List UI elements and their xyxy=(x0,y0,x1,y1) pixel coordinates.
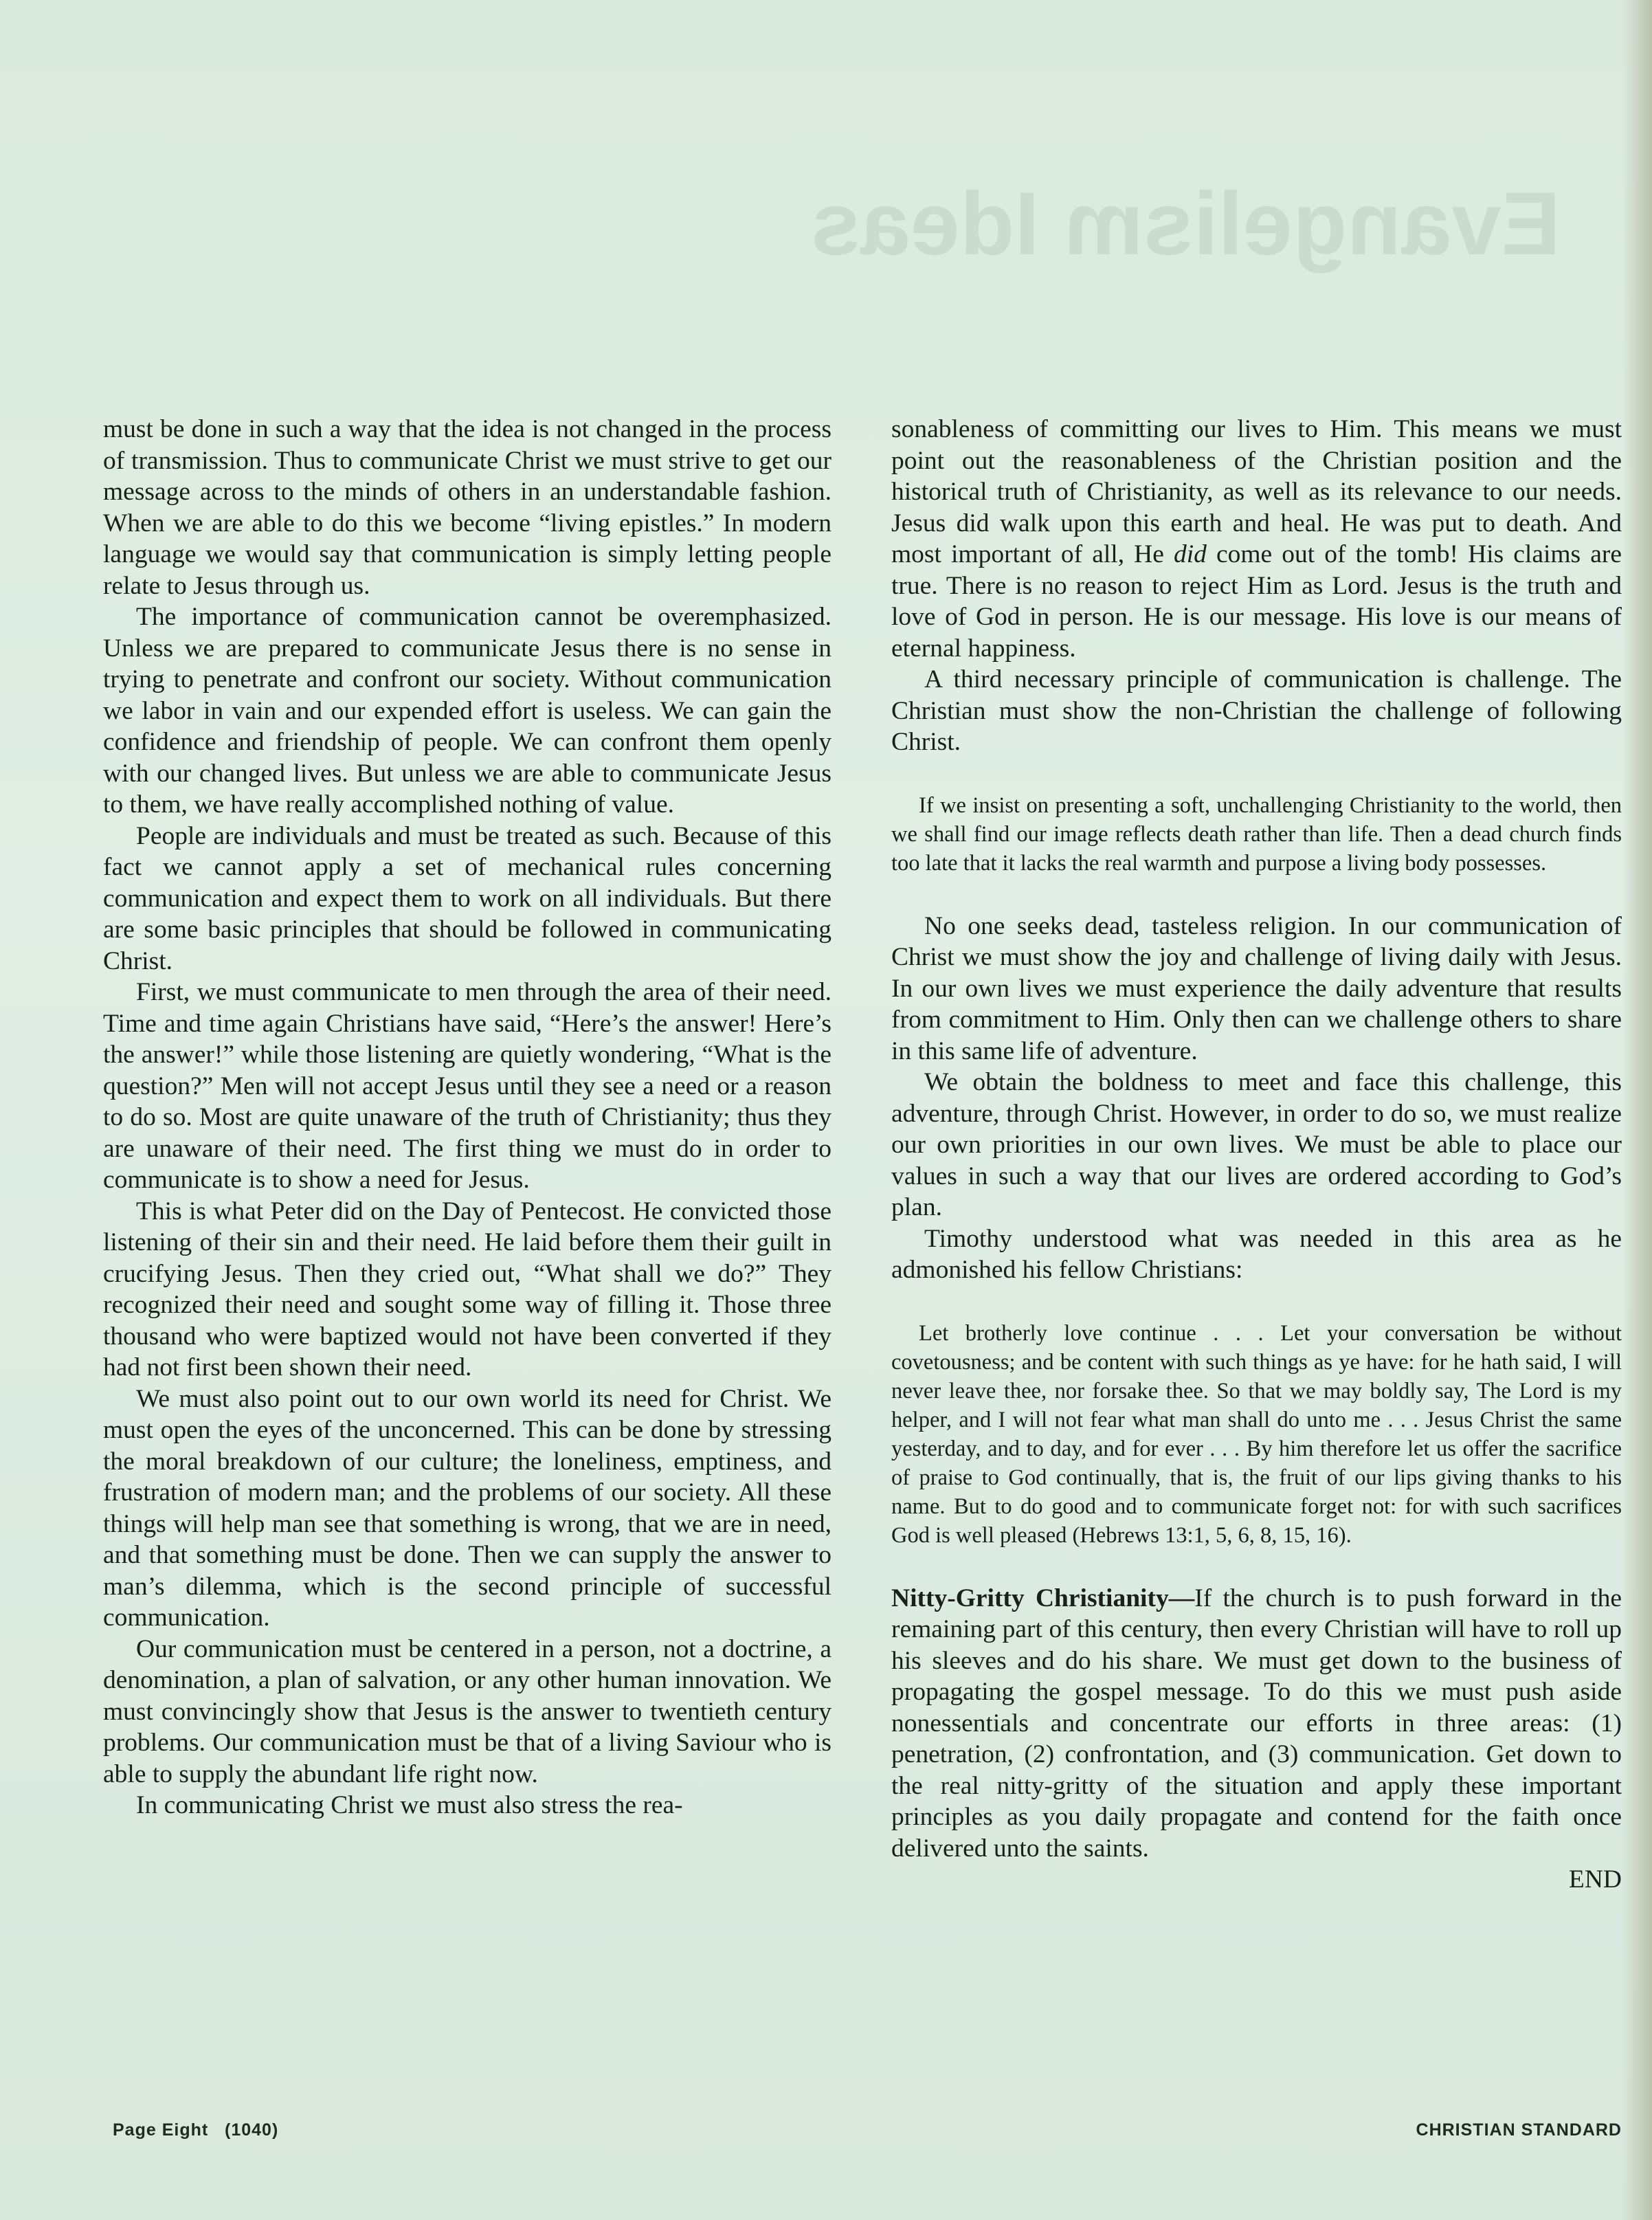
paragraph: Our communication must be centered in a person, not a doctrine, a denomination, a plan of salvation, or any other human innovation. We must convincingly show that Jesus is the answer to twentieth century problems. Our communication must be that of a living Saviour who is able to supply the abundant life right now. xyxy=(103,1634,831,1788)
paragraph: must be done in such a way that the idea is not changed in the process of transmission. Thus to communicate Christ we must strive to get our message across to the minds of others in an understandable fashion. When we are able to do this we become “living epistles.” In modern language we would say that communication is simply letting people relate to Jesus through us. xyxy=(103,415,831,600)
page-number-footer: Page Eight (1040) xyxy=(113,2120,279,2140)
end-mark: END xyxy=(1568,1865,1622,1894)
right-column xyxy=(891,414,1622,1896)
emphasis: did xyxy=(1173,540,1207,568)
left-column xyxy=(103,414,831,1821)
paragraph: In communicating Christ we must also stress the rea- xyxy=(136,1791,683,1819)
block-quote: If we insist on presenting a soft, unchallenging Christianity to the world, then we shall find our image reflects death rather than life. Then a dead church finds too late that it lacks the real warmth and purpose a living body possesses. xyxy=(891,792,1622,876)
paragraph: A third necessary principle of communication is challenge. The Christian must show the non-Christian the challenge of following Christ. xyxy=(891,665,1622,756)
paragraph: sonableness of committing our lives to Him. This means we must point out the reasonableness of the Christian position and the historical truth of Christianity, as well as its relevance to our needs. Jesus did walk upon this earth and heal. He was put to death. And most important of all, He did come out of the tomb! His claims are true. There is no reason to reject Him as Lord. Jesus is the truth and love of God in person. He is our message. His love is our means of eternal happiness. xyxy=(891,415,1622,663)
page-edge-shadow xyxy=(1622,0,1652,2220)
section-run-in-heading: Nitty-Gritty Christianity— xyxy=(891,1584,1195,1612)
paragraph: People are individuals and must be treated as such. Because of this fact we cannot apply a set of mechanical rules concerning communication and expect them to work on all individuals. But there are some basic principles that should be followed in communicating Christ. xyxy=(103,821,831,975)
scripture-quote: Let brotherly love continue . . . Let your conversation be without covetousness; and be content with such things as ye have: for he hath said, I will never leave thee, nor forsake thee. So that we may boldly say, The Lord is my helper, and I will not fear what man shall do unto me . . . Jesus Christ the same yesterday, and to day, and for ever . . . By him therefore let us offer the sacrifice of praise to God continually, that is, the fruit of our lips giving thanks to his name. But to do good and to communicate forget not: for with such sacrifices God is well pleased (Hebrews 13:1, 5, 6, 8, 15, 16). xyxy=(891,1320,1622,1548)
publication-footer: CHRISTIAN STANDARD xyxy=(1416,2120,1622,2140)
paragraph: We must also point out to our own world its need for Christ. We must open the eyes of the unconcerned. This can be done by stressing the moral breakdown of our culture; the loneliness, emptiness, and frustration of modern man; and the problems of our society. All these things will help man see that something is wrong, that we are in need, and that something must be done. Then we can supply the answer to man’s dilemma, which is the second principle of successful communication. xyxy=(103,1384,831,1632)
paragraph: The importance of communication cannot be overemphasized. Unless we are prepared to communicate Jesus there is no sense in trying to penetrate and confront our society. Without communication we labor in vain and our expended effort is useless. We can gain the confidence and friendship of people. We can confront them openly with our changed lives. But unless we are able to communicate Jesus to them, we have really accomplished nothing of value. xyxy=(103,603,831,819)
paragraph: This is what Peter did on the Day of Pentecost. He convicted those listening of their sin and their need. He laid before them their guilt in crucifying Jesus. Then they cried out, “What shall we do?” They recognized their need and sought some way of filling it. Those three thousand who were baptized would not have been converted if they had not first been shown their need. xyxy=(103,1197,831,1381)
show-through-title: Evangelism Ideas xyxy=(811,173,1561,274)
paragraph: Nitty-Gritty Christianity—If the church is to push forward in the remaining part of this century, then every Christian will have to roll up his sleeves and do his share. We must get down to the business of propagating the gospel message. To do this we must push aside nonessentials and concentrate our efforts in three areas: (1) penetration, (2) confrontation, and (3) communication. Get down to the real nitty-gritty of the situation and apply these important principles as you daily propagate and contend for the faith once delivered unto the saints. xyxy=(891,1584,1622,1863)
paragraph: No one seeks dead, tasteless religion. In our communication of Christ we must show the joy and challenge of living daily with Jesus. In our own lives we must experience the daily adventure that results from commitment to Him. Only then can we challenge others to share in this same life of adventure. xyxy=(891,911,1622,1065)
paragraph: First, we must communicate to men through the area of their need. Time and time again Christians have said, “Here’s the answer! Here’s the answer!” while those listening are quietly wondering, “What is the question?” Men will not accept Jesus until they see a need or a reason to do so. Most are quite unaware of the truth of Christianity; thus they are unaware of their need. The first thing we must do in order to communicate is to show a need for Jesus. xyxy=(103,978,831,1194)
paragraph: Timothy understood what was needed in this area as he admonished his fellow Christians: xyxy=(891,1224,1622,1284)
paragraph: We obtain the boldness to meet and face this challenge, this adventure, through Christ. However, in order to do so, we must realize our own priorities in our own lives. We must be able to place our values in such a way that our lives are ordered according to God’s plan. xyxy=(891,1068,1622,1221)
